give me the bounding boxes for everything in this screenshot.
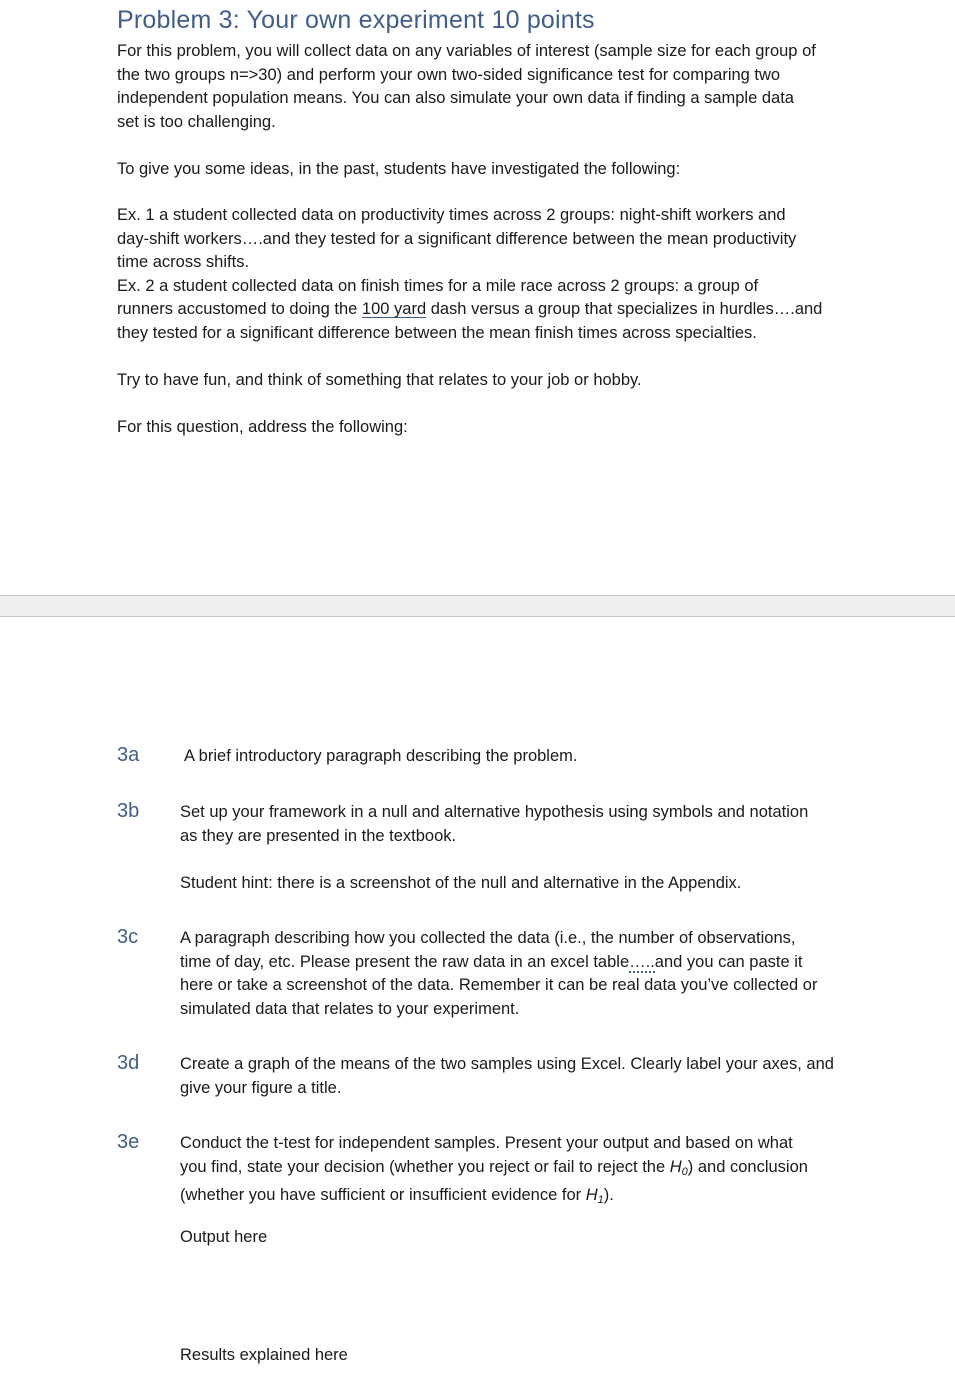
examples-block xyxy=(117,204,877,346)
question-3c-fragment: time of day, etc. Please present the raw data in an excel table xyxy=(180,952,630,971)
example-1-line: Ex. 1 a student collected data on productivity times across 2 groups: night-shift workers and xyxy=(117,206,786,224)
example-2-line: they tested for a significant difference between the mean finish times across specialties. xyxy=(117,323,757,342)
output-placeholder: Output here xyxy=(180,1228,268,1246)
document-page-1 xyxy=(0,0,955,595)
question-3e-line xyxy=(180,1184,880,1213)
alternative-hypothesis-letter: H xyxy=(585,1186,598,1205)
question-number-3e: 3e xyxy=(117,1131,140,1153)
document-page-2 xyxy=(0,617,955,1390)
example-1-line: time across shifts. xyxy=(117,253,250,272)
null-hypothesis-subscript: 0 xyxy=(681,1165,688,1178)
question-3d-line: give your figure a title. xyxy=(180,1078,342,1097)
student-hint: Student hint: there is a screenshot of the null and alternative in the Appendix. xyxy=(180,874,742,892)
question-3c-line: here or take a screenshot of the data. Remember it can be real data you’ve collected or xyxy=(180,976,818,995)
question-3b-line: as they are presented in the textbook. xyxy=(180,826,457,845)
null-hypothesis-symbol xyxy=(670,1158,688,1176)
intro-paragraph xyxy=(117,40,877,134)
intro-line: For this problem, you will collect data on any variables of interest (sample size for each group of xyxy=(117,42,816,60)
question-3e-fragment: you find, state your decision (whether you reject or fail to reject the xyxy=(180,1157,670,1176)
intro-line: set is too challenging. xyxy=(117,112,276,131)
question-3c-line: simulated data that relates to your experiment. xyxy=(180,999,520,1018)
question-number-3a: 3a xyxy=(117,744,140,766)
example-2-line xyxy=(117,298,877,322)
question-3c-line: A paragraph describing how you collected the data (i.e., the number of observations, xyxy=(180,929,796,947)
question-number-3d: 3d xyxy=(117,1052,140,1074)
question-number-3b: 3b xyxy=(117,800,140,822)
question-3e-fragment: ). xyxy=(603,1186,614,1205)
spellcheck-underlined-term: 100 yard xyxy=(361,300,427,319)
example-2-line: Ex. 2 a student collected data on finish times for a mile race across 2 groups: a group of xyxy=(117,276,759,295)
question-3c-line xyxy=(180,951,880,975)
question-3d-line: Create a graph of the means of the two samples using Excel. Clearly label your axes, and xyxy=(180,1055,834,1073)
question-3b-text xyxy=(180,801,880,848)
question-3e-fragment: (whether you have sufficient or insufficient evidence for xyxy=(180,1186,586,1205)
address-lead: For this question, address the following: xyxy=(117,418,408,436)
problem-title: Problem 3: Your own experiment 10 points xyxy=(117,6,595,34)
page-break xyxy=(0,595,955,617)
alternative-hypothesis-subscript: 1 xyxy=(597,1194,604,1207)
question-3e-line xyxy=(180,1156,880,1185)
question-3b-line: Set up your framework in a null and alternative hypothesis using symbols and notation xyxy=(180,803,809,821)
alternative-hypothesis-symbol xyxy=(585,1186,604,1207)
example-2-text: runners accustomed to doing the xyxy=(117,300,362,319)
question-3e-line: Conduct the t-test for independent samples. Present your output and based on what xyxy=(180,1134,793,1152)
question-3a-text: A brief introductory paragraph describing the problem. xyxy=(184,747,578,765)
question-3e-fragment: ) and conclusion xyxy=(687,1157,808,1176)
null-hypothesis-letter: H xyxy=(669,1157,682,1176)
question-3d-text xyxy=(180,1053,880,1100)
question-3e-text xyxy=(180,1132,880,1213)
example-2-text: dash versus a group that specializes in hurdles….and xyxy=(426,300,823,319)
question-3c-text xyxy=(180,927,880,1021)
dotted-underlined-ellipsis: ….. xyxy=(629,952,655,971)
fun-note: Try to have fun, and think of something that relates to your job or hobby. xyxy=(117,371,642,389)
question-3c-fragment: and you can paste it xyxy=(654,952,803,971)
intro-line: independent population means. You can also simulate your own data if finding a sample data xyxy=(117,89,794,108)
ideas-lead: To give you some ideas, in the past, students have investigated the following: xyxy=(117,160,681,178)
example-1-line: day-shift workers….and they tested for a significant difference between the mean productivity xyxy=(117,229,797,248)
results-placeholder: Results explained here xyxy=(180,1346,348,1364)
intro-line: the two groups n=>30) and perform your own two-sided significance test for comparing two xyxy=(117,65,781,84)
question-number-3c: 3c xyxy=(117,926,139,948)
